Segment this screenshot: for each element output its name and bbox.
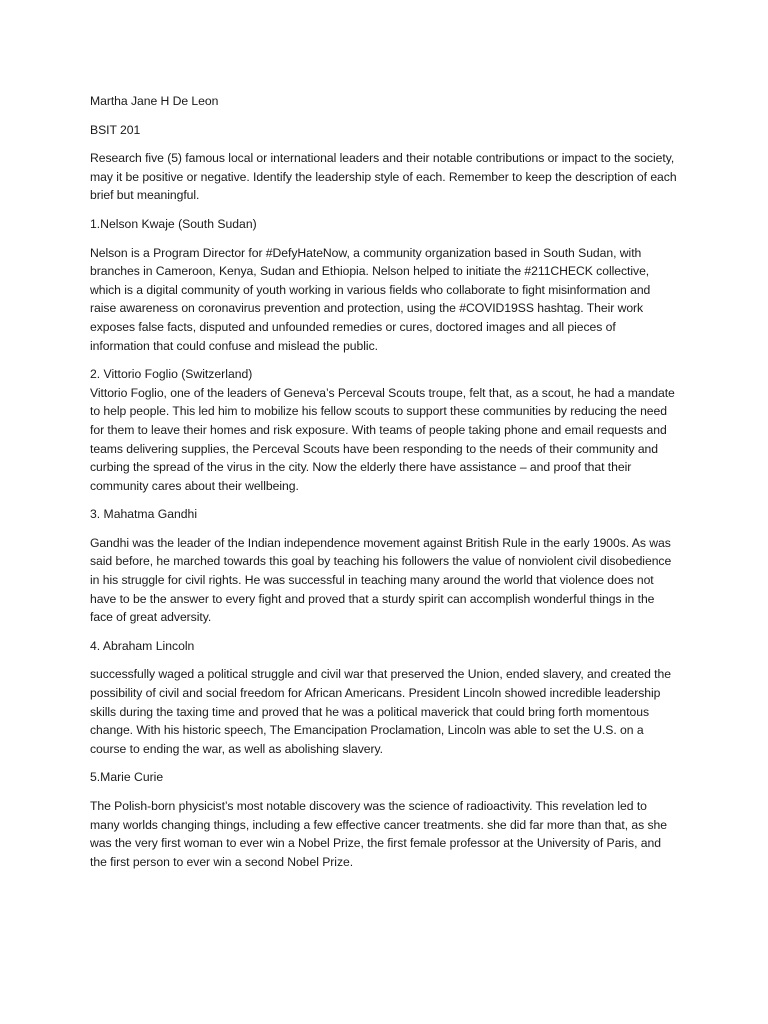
course-code: BSIT 201 — [90, 122, 141, 137]
document-page — [90, 92, 678, 881]
section-body-vittorio-foglio: Vittorio Foglio, one of the leaders of Geneva’s Perceval Scouts troupe, felt that, as a scout, he had a mandate to help people. This led him to mobilize his fellow scouts to support these communities by reducing the need for them to leave their homes and risk exposure. With teams of people taking phone and email requests and teams delivering supplies, the Perceval Scouts have been responding to the needs of their community and curbing the spread of the virus in the city. Now the elderly there have assistance – and proof that their community cares about their wellbeing. — [90, 385, 675, 493]
section-heading-abraham-lincoln: 4. Abraham Lincoln — [90, 638, 195, 653]
section-heading-nelson-kwaje: 1.Nelson Kwaje (South Sudan) — [90, 216, 257, 231]
section-body-mahatma-gandhi: Gandhi was the leader of the Indian independence movement against British Rule in the early 1900s. As was said before, he marched towards this goal by teaching his followers the value of nonviolent civil disobedience in his struggle for civil rights. He was successful in teaching many around the world that violence does not have to be the answer to every fight and proved that a sturdy spirit can accomplish wonderful things in the face of great adversity. — [90, 535, 672, 625]
section-body-nelson-kwaje: Nelson is a Program Director for #DefyHateNow, a community organization based in South Sudan, with branches in Cameroon, Kenya, Sudan and Ethiopia. Nelson helped to initiate the #211CHECK collective, which is a digital community of youth working in various fields who collaborate to fight misinformation and raise awareness on coronavirus prevention and protection, using the #COVID19SS hashtag. Their work exposes false facts, disputed and unfounded remedies or cures, doctored images and all pieces of information that could confuse and mislead the public. — [90, 245, 651, 353]
section-body-abraham-lincoln: successfully waged a political struggle and civil war that preserved the Union, ended slavery, and created the possibility of civil and social freedom for African Americans. President Lincoln showed incredible leadership skills during the taxing time and proved that he was a political maverick that could bring forth momentous change. With his historic speech, The Emancipation Proclamation, Lincoln was able to set the U.S. on a course to ending the war, as well as abolishing slavery. — [90, 667, 671, 756]
section-body-marie-curie: The Polish-born physicist’s most notable discovery was the science of radioactivity. This revelation led to many worlds changing things, including a few effective cancer treatments. she did far more than that, as she was the very first woman to ever win a Nobel Prize, the first female professor at the University of Paris, and the first person to ever win a second Nobel Prize. — [90, 799, 667, 869]
instructions-paragraph: Research five (5) famous local or international leaders and their notable contributions or impact to the society, may it be positive or negative. Identify the leadership style of each. Remember to keep the description of each brief but meaningful. — [90, 151, 677, 203]
section-heading-marie-curie: 5.Marie Curie — [90, 770, 164, 785]
author-name: Martha Jane H De Leon — [90, 94, 219, 108]
section-heading-vittorio-foglio: 2. Vittorio Foglio (Switzerland) — [90, 367, 253, 382]
section-heading-mahatma-gandhi: 3. Mahatma Gandhi — [90, 507, 198, 522]
